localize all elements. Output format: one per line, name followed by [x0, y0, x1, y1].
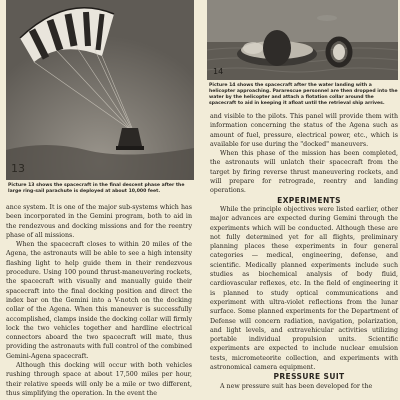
paragraph: and visible to the pilots. This panel will provide them with information concerning the status of the Agena such as amount of fuel, pressure, electrical power, etc., which is available for use during the "docked" maneuvers.: [210, 113, 398, 148]
photo-caption-13: Picture 13 shows the spacecraft in the final descent phase after the large ring-sail parachute is deployed at about 10,000 feet.: [8, 183, 185, 194]
photo-number-13: 13: [11, 162, 25, 175]
photo-parachute-descent: [6, 0, 194, 180]
photo-caption-14: Picture 14 shows the spacecraft after the water landing with a helicopter approaching. Pararescue personnel are then dropped into the water by the helicopter and attach a flotation collar around the spacecraft to aid in keeping it afloat until the retrieval ship arrives.: [209, 83, 398, 106]
section-heading-experiments: EXPERIMENTS: [277, 195, 341, 205]
right-body-text: [210, 112, 398, 391]
parachute-illustration: [6, 0, 194, 180]
left-body-text: [6, 203, 192, 398]
paragraph: ance system. It is one of the major sub-systems which has been incorporated in the Gemini program, both to aid in the rendezvous and docking missions and for the reentry phase of all missions.: [6, 204, 192, 239]
paragraph: When the spacecraft closes to within 20 miles of the Agena, the astronauts will be able to see a high intensity flashing light to help guide them in their rendezvous procedure. Using 100 pound thrust-maneuvering rockets, the spacecraft with visually and manually guide their spacecraft into the final docking position and direct the index bar on the Gemini into a V-notch on the docking collar of the Agena. When this maneuver is successfully accomplished, clamps inside the docking collar will firmly lock the two vehicles together and hardline electrical connectors aboard the two spacecraft will mate, thus providing the astronauts with full control of the combined Gemini-Agena spacecraft.: [6, 241, 192, 360]
photo-number-14: 14: [213, 67, 224, 76]
paragraph: While the principle objectives were listed earlier, other major advances are expected during Gemini through the experiments which will be conducted. Although these are not fully determined yet for all flights, preliminary planning places these experiments in four general categories — medical, engineering, defense, and scientific. Medically planned experiments include such studies as biochemical analysis of body fluid, cardiovascular reflexes, etc. In the field of engineering it is planned to study optical communications and experiment with ultra-violet reflections from the lunar surface. Some planned experiments for the Department of Defense will concern radiation, navigation, polarization, and light levels, and extravehicular activities utilizing portable individual propulsion units. Scientific experiments are expected to include nuclear emulsion tests, micrometeorite collection, and experiments with astronomical camera equipment.: [210, 205, 398, 372]
paragraph: When this phase of the mission has been completed, the astronauts will unlatch their spacecraft from the target by firing reverse thrust maneuvering rockets, and will prepare for retrograde, reentry and landing operations.: [210, 150, 398, 195]
paragraph: A new pressure suit has been developed for the: [220, 382, 373, 390]
paragraph: Although this docking will occur with both vehicles rushing through space at about 17,500 miles per hour, their relative speeds will only be a mile or two different, thus simplifying the operation. In the event the: [6, 362, 192, 397]
water-landing-illustration: [207, 0, 398, 80]
section-heading-pressure-suit: PRESSURE SUIT: [273, 372, 345, 382]
photo-water-landing: [207, 0, 398, 80]
